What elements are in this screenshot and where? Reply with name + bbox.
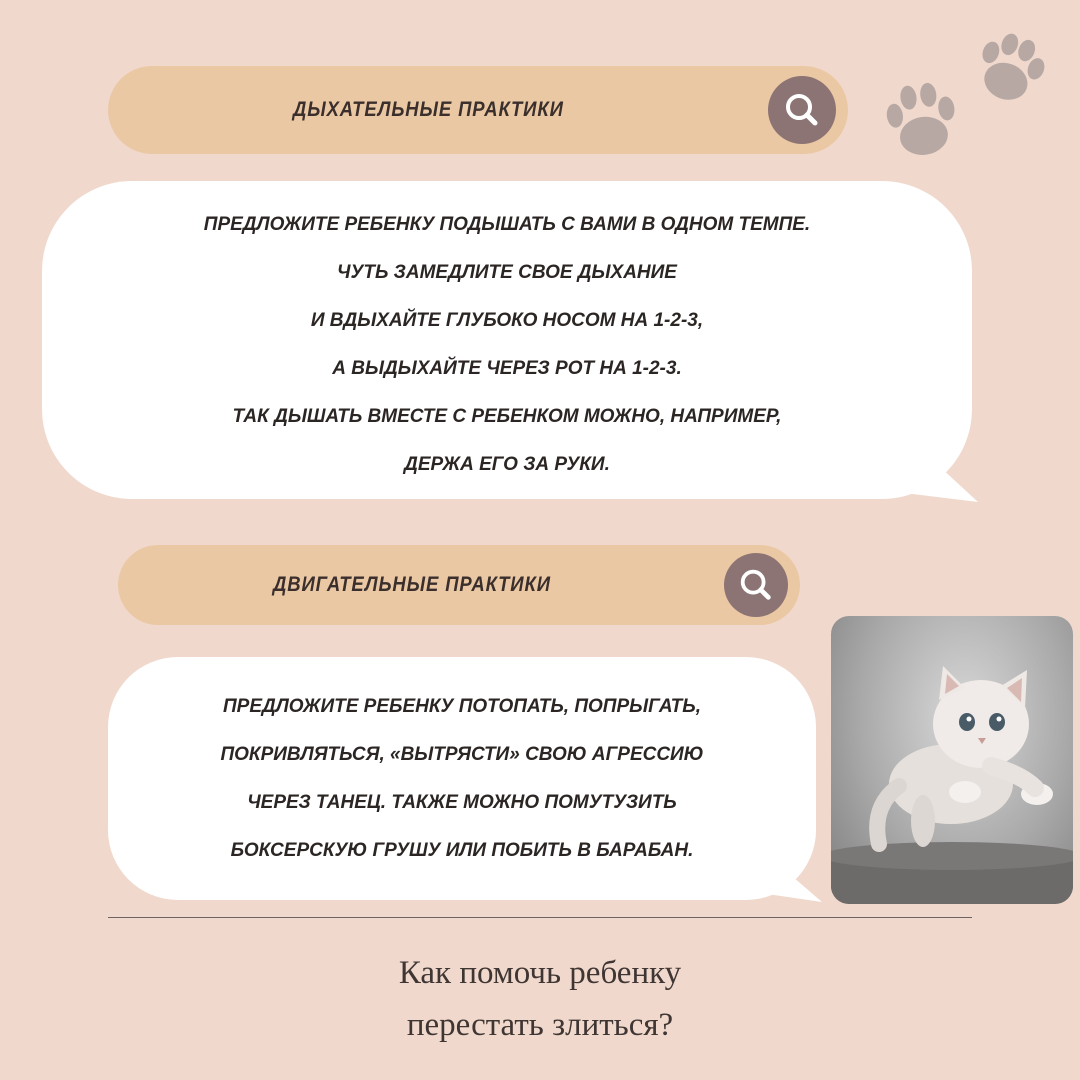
search-bar-label: ДВИГАТЕЛЬНЫЕ ПРАКТИКИ [273, 573, 551, 596]
search-icon [782, 90, 822, 130]
bubble-text-line: ЧУТЬ ЗАМЕДЛИТЕ СВОЕ ДЫХАНИЕ [337, 262, 677, 283]
speech-bubble-movement [108, 657, 816, 900]
search-button[interactable] [724, 553, 788, 617]
caption-line-2: перестать злиться? [406, 1007, 674, 1043]
search-button[interactable] [768, 76, 836, 144]
bubble-text-line: ТАК ДЫШАТЬ ВМЕСТЕ С РЕБЕНКОМ МОЖНО, НАПРИМЕР, [232, 406, 782, 427]
bubble-text-line: А ВЫДЫХАЙТЕ ЧЕРЕЗ РОТ НА 1-2-3. [332, 358, 682, 379]
paw-print-icon [883, 80, 960, 160]
search-icon [737, 566, 775, 604]
bubble-text-line: ПРЕДЛОЖИТЕ РЕБЕНКУ ПОТОПАТЬ, ПОПРЫГАТЬ, [223, 696, 701, 717]
caption-line-1: Как помочь ребенку [398, 955, 682, 991]
bubble-text-line: ПРЕДЛОЖИТЕ РЕБЕНКУ ПОДЫШАТЬ С ВАМИ В ОДНОМ ТЕМПЕ. [203, 214, 811, 235]
search-bar-label: ДЫХАТЕЛЬНЫЕ ПРАКТИКИ [293, 98, 564, 121]
bubble-text-line: И ВДЫХАЙТЕ ГЛУБОКО НОСОМ НА 1-2-3, [310, 310, 704, 331]
search-bar-movement[interactable] [118, 545, 800, 625]
search-bar-breathing[interactable] [108, 66, 848, 154]
paw-print-icon [970, 26, 1052, 109]
bubble-text-line: ЧЕРЕЗ ТАНЕЦ. ТАКЖЕ МОЖНО ПОМУТУЗИТЬ [247, 792, 677, 813]
speech-bubble-breathing [42, 181, 972, 499]
paw-prints-decoration [880, 10, 1070, 170]
kitten-photo [831, 616, 1073, 904]
bubble-text-line: ПОКРИВЛЯТЬСЯ, «ВЫТРЯСТИ» СВОЮ АГРЕССИЮ [220, 744, 704, 765]
bubble-text-line: ДЕРЖА ЕГО ЗА РУКИ. [404, 454, 610, 475]
divider [108, 917, 972, 918]
bubble-text-line: БОКСЕРСКУЮ ГРУШУ ИЛИ ПОБИТЬ В БАРАБАН. [230, 840, 694, 861]
caption [290, 947, 790, 1051]
